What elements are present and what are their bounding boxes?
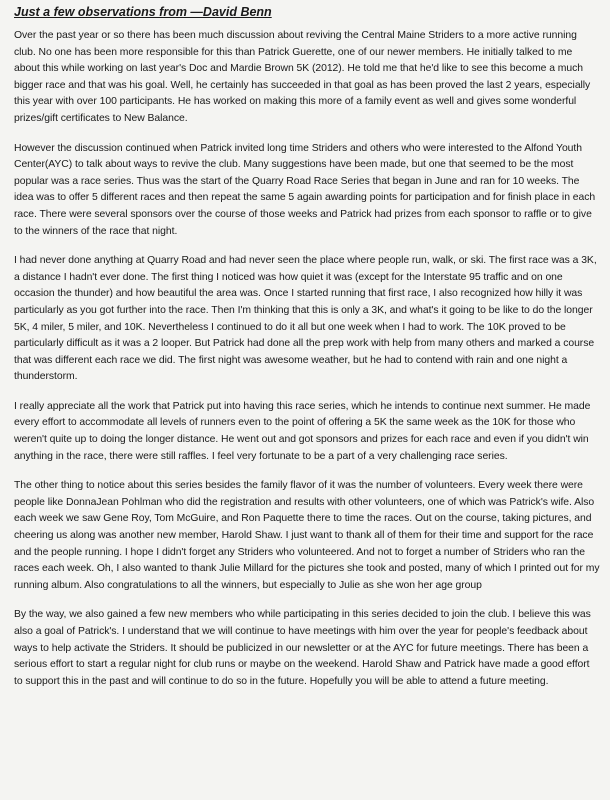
paragraph-5: The other thing to notice about this series besides the family flavor of it was the number of volunteers. Every week there were people like DonnaJean Pohlman who did the registration and results with other volunteers, one of which was Patrick's wife. Also each week we saw Gene Roy, Tom McGuire, and Ron Paquette there to time the races. Out on the course, taking pictures, and cheering us along was another new member, Harold Shaw. I just want to thank all of them for their time and support for the race and the people running. I hope I didn't forget any Striders who volunteered. And not to forget a number of Striders who ran the races each week. Oh, I also wanted to thank Julie Millard for the pictures she took and posted, many of which I printed out for my running album. Also congratulations to all the winners, but especially to Julie as she won her age group bbox=[14, 480, 600, 591]
paragraph-2: However the discussion continued when Patrick invited long time Striders and others who were interested to the Alfond Youth Center(AYC) to talk about ways to revive the club. Many suggestions have been made, but one that seemed to be the most popular was a race series. Thus was the start of the Quarry Road Race Series that began in June and ran for 10 weeks. The idea was to offer 5 different races and then repeat the same 5 again awarding points for participation and for finish place in each race. There were several sponsors over the course of those weeks and Patrick had prizes from each sponsor to raffle or to give to the winners of the race that night. bbox=[14, 142, 596, 237]
paragraph-4: I really appreciate all the work that Patrick put into having this race series, which he intends to continue next summer. He made every effort to accommodate all levels of runners even to the point of offering a 5K the same week as the 10K for those who weren't quite up to doing the longer distance. He went out and got sponsors and prizes for each race and even if you didn't win anything in the race, there were still raffles. I feel very fortunate to be a part of a very challenging race series. bbox=[14, 400, 591, 462]
article-body bbox=[14, 28, 600, 690]
paragraph-6: By the way, we also gained a few new members who while participating in this series decided to join the club. I believe this was also a goal of Patrick's. I understand that we will continue to have meetings with him over the year for people's feedback about ways to help activate the Striders. It should be publicized in our newsletter or at the AYC for future meetings. There has been a serious effort to start a regular night for club runs or maybe on the weekend. Harold Shaw and Patrick have made a good effort to support this in the past and will continue to do so in the future. Hopefully you will be able to attend a future meeting. bbox=[14, 609, 591, 687]
paragraph-1: Over the past year or so there has been much discussion about reviving the Central Maine Striders to a more active running club. No one has been more responsible for this than Patrick Guerette, one of our newer members. He initially talked to me about this while working on last year's Doc and Mardie Brown 5K (2012). He told me that he'd like to see this become a much bigger race and that was his goal. Well, he certainly has succeeded in that goal as has been proved the last 2 years, especially this year with over 100 participants. He has worked on making this more of a family event as well and gives some wonderful prizes/gift certificates to New Balance. bbox=[14, 30, 591, 124]
article-title: Just a few observations from —David Benn bbox=[14, 5, 272, 19]
paragraph-3: I had never done anything at Quarry Road and had never seen the place where people run, walk, or ski. The first race was a 3K, a distance I hadn't ever done. The first thing I noticed was how quiet it was (except for the Interstate 95 traffic and on one occasion the thunder) and how beautiful the area was. Once I started running that first race, I also recognized how hilly it was particularly as you got further into the race. Then I'm thinking that this is only a 3K, and what's it going to be like to do the longer 5K, 4 miler, 5 miler, and 10K. Nevertheless I continued to do it all but one week when I had to work. The 10K proved to be particularly difficult as it was a 2 looper. But Patrick had done all the prep work with help from many others and marked a course that was different each race we did. The first night was awesome weather, but he had to contend with rain and one night a thunderstorm. bbox=[14, 255, 597, 383]
